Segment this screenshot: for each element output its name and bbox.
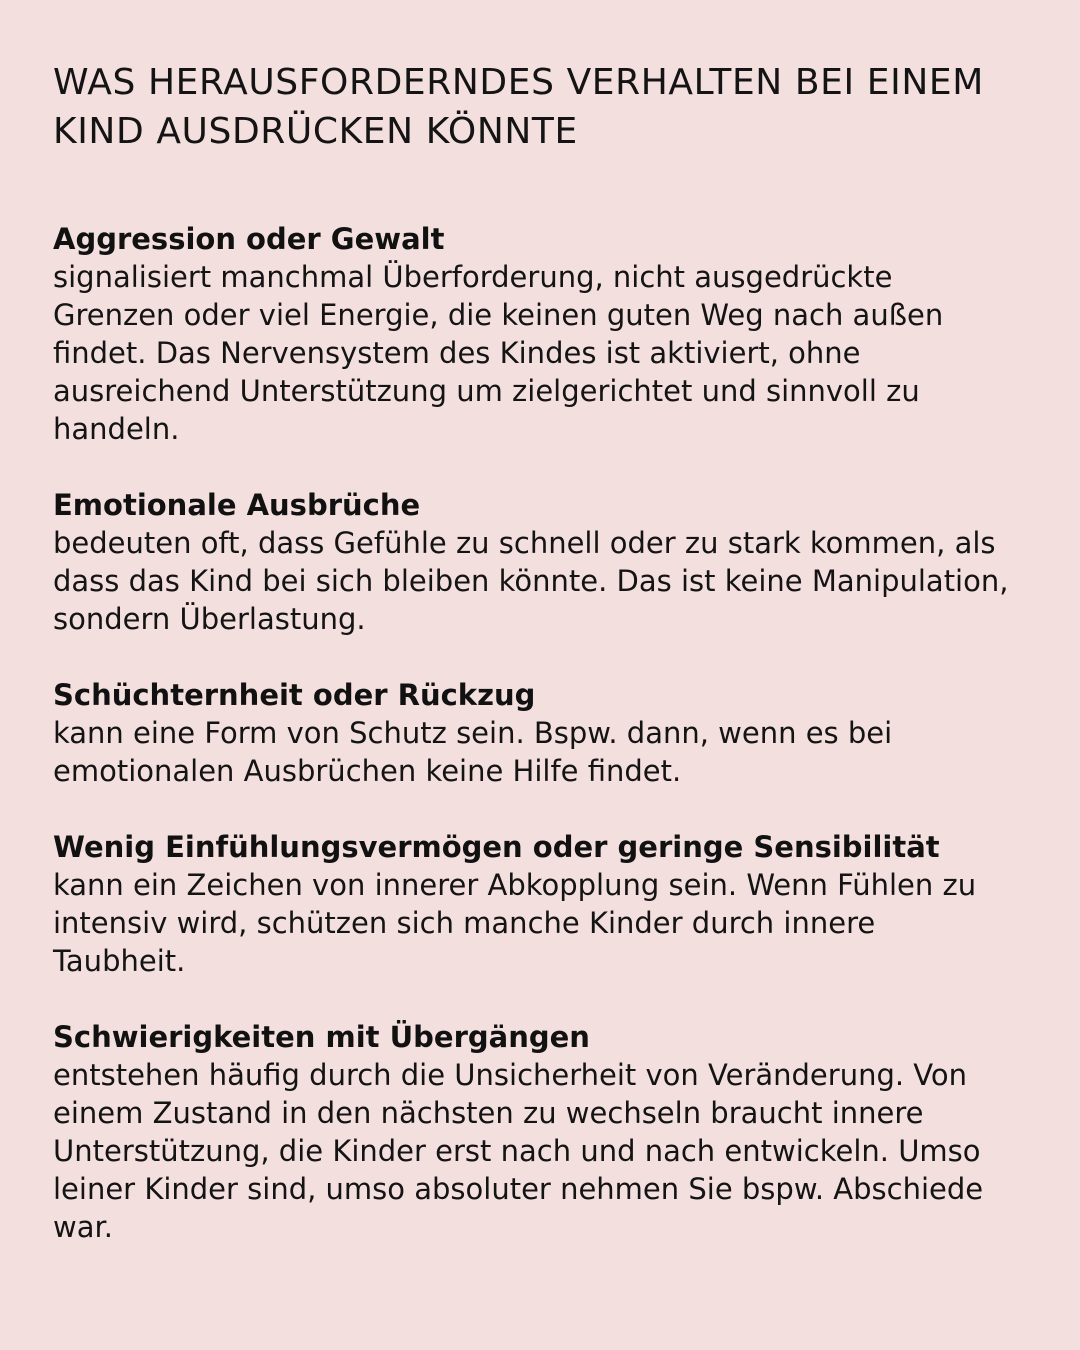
section-body [53,524,1040,638]
body-line: intensiv wird, schützen sich manche Kinder durch innere [53,906,876,940]
body-line: findet. Das Nervensystem des Kindes ist aktiviert, ohne [53,336,861,370]
body-line: entstehen häufig durch die Unsicherheit von Veränderung. Von [53,1058,968,1092]
section-emotional-outbursts [53,486,1040,638]
section-transitions [53,1018,1040,1246]
body-line: Grenzen oder viel Energie, die keinen guten Weg nach außen [53,298,944,332]
section-body [53,714,1040,790]
section-heading: Emotionale Ausbrüche [53,488,421,522]
body-line: Unterstützung, die Kinder erst nach und nach entwickeln. Umso [53,1134,981,1168]
section-heading: Schwierigkeiten mit Übergängen [53,1020,590,1054]
sections-list [53,220,1040,1246]
body-line: kann eine Form von Schutz sein. Bspw. dann, wenn es bei [53,716,893,750]
section-aggression [53,220,1040,448]
body-line: war. [53,1210,113,1244]
body-line: sondern Überlastung. [53,602,366,636]
body-line: Taubheit. [53,944,186,978]
body-line: einem Zustand in den nächsten zu wechseln braucht innere [53,1096,924,1130]
section-empathy [53,828,1040,980]
section-body [53,866,1040,980]
body-line: signalisiert manchmal Überforderung, nicht ausgedrückte [53,260,893,294]
page-title-line: WAS HERAUSFORDERNDES VERHALTEN BEI EINEM [53,62,984,103]
body-line: leiner Kinder sind, umso absoluter nehmen Sie bspw. Abschiede [53,1172,984,1206]
body-line: kann ein Zeichen von innerer Abkopplung sein. Wenn Fühlen zu [53,868,977,902]
body-line: handeln. [53,412,180,446]
page-title [53,58,1040,156]
section-heading: Aggression oder Gewalt [53,222,445,256]
body-line: dass das Kind bei sich bleiben könnte. Das ist keine Manipulation, [53,564,1009,598]
section-body [53,1056,1040,1246]
section-shyness [53,676,1040,790]
body-line: emotionalen Ausbrüchen keine Hilfe findet. [53,754,682,788]
section-body [53,258,1040,448]
section-heading: Wenig Einfühlungsvermögen oder geringe Sensibilität [53,830,940,864]
section-heading: Schüchternheit oder Rückzug [53,678,536,712]
page-title-line: KIND AUSDRÜCKEN KÖNNTE [53,111,578,152]
body-line: bedeuten oft, dass Gefühle zu schnell oder zu stark kommen, als [53,526,996,560]
body-line: ausreichend Unterstützung um zielgerichtet und sinnvoll zu [53,374,920,408]
